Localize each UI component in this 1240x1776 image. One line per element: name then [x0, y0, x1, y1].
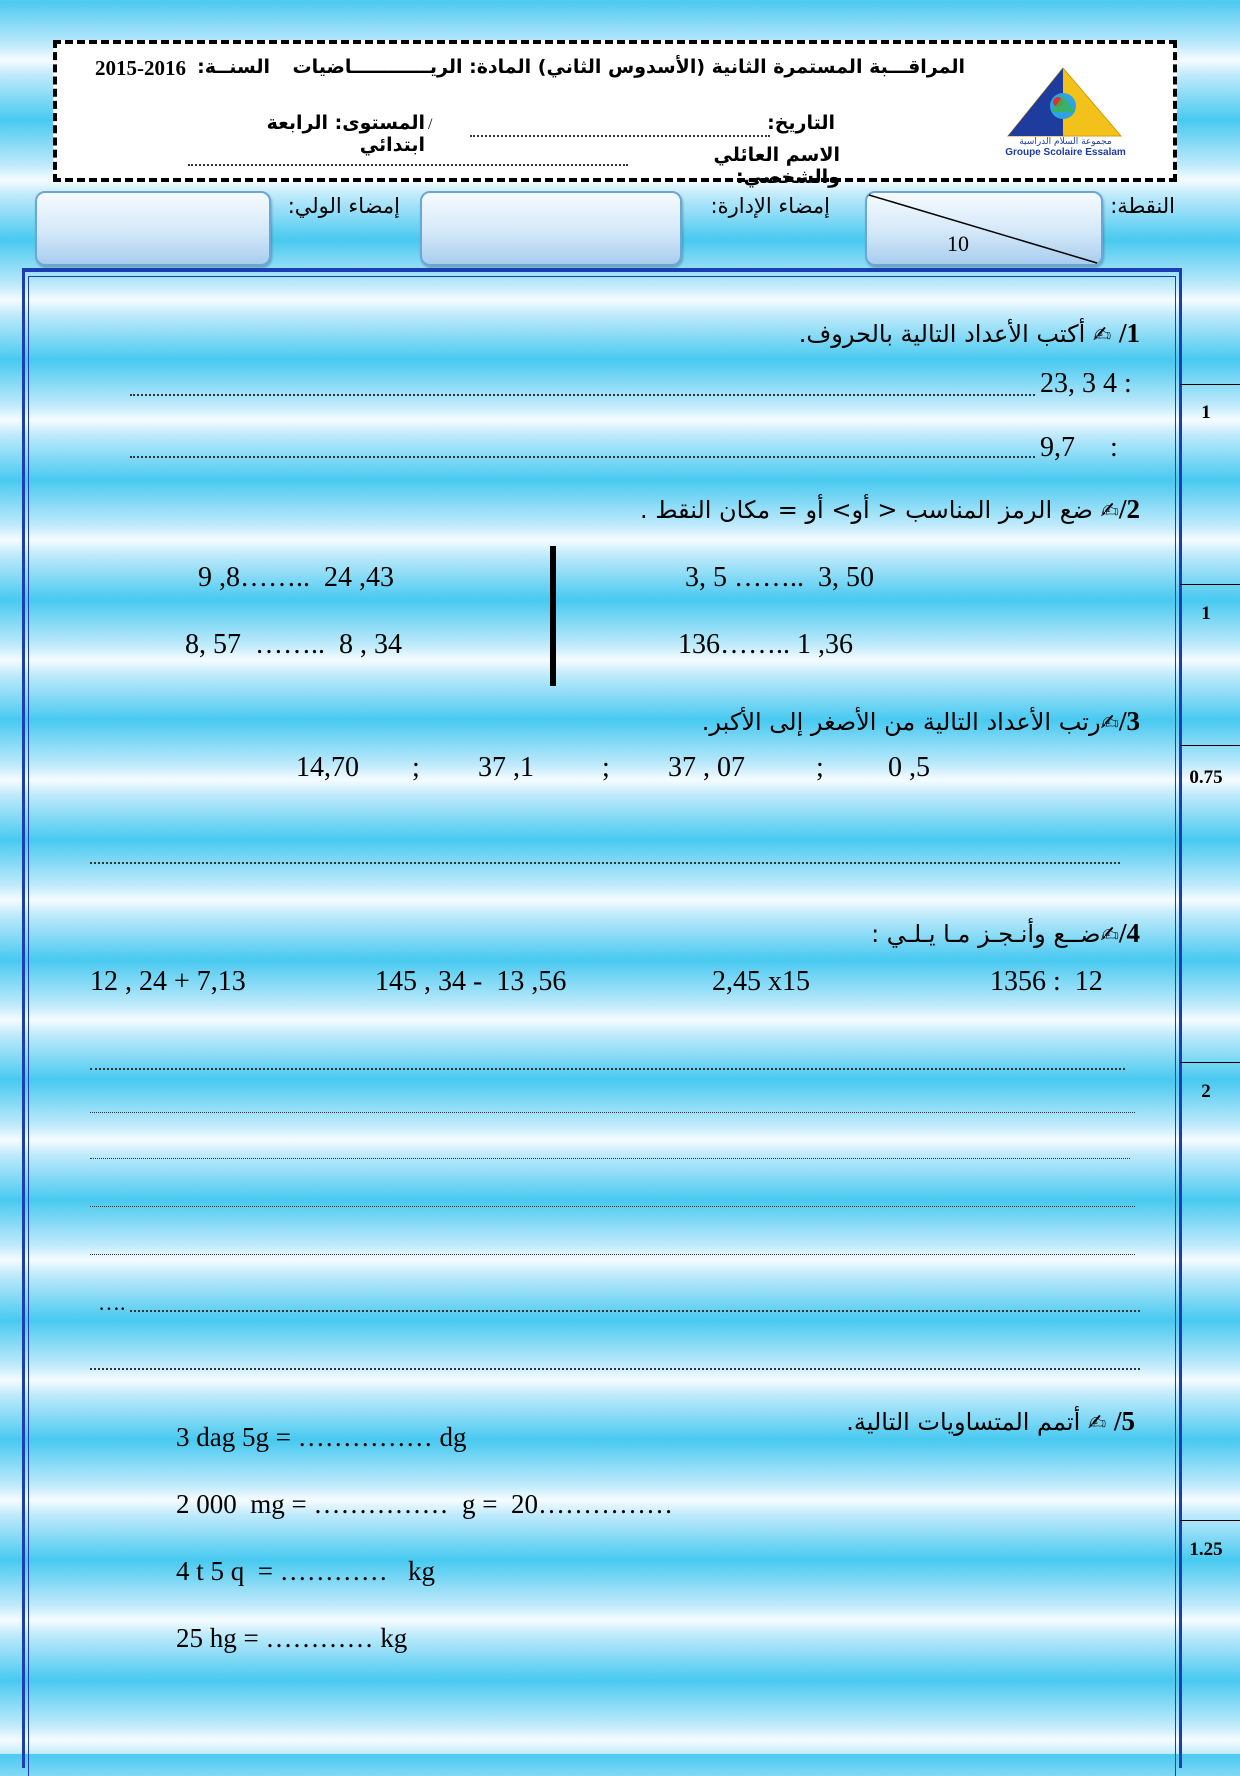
- q4-trailing-dots: ….: [98, 1290, 126, 1315]
- points-divider: [1180, 584, 1240, 585]
- q5-equality[interactable]: 4 t 5 q = ………… kg: [176, 1556, 435, 1586]
- q1-heading: [600, 318, 1140, 349]
- q3-separator: ;: [602, 752, 610, 783]
- level-separator: /: [428, 116, 433, 133]
- q2-number: 2/: [1118, 494, 1140, 524]
- q4-number: 4/: [1118, 918, 1140, 948]
- q5-number: 5/: [1113, 1406, 1135, 1436]
- admin-signature-label: إمضاء الإدارة:: [710, 194, 830, 218]
- q4-operation: 1356 : 12: [990, 966, 1103, 997]
- q1-instruction: أكتب الأعداد التالية بالحروف.: [798, 320, 1086, 348]
- parent-signature-label: إمضاء الولي:: [287, 194, 400, 218]
- q2-right-item[interactable]: 3, 5 …….. 3, 50: [685, 562, 874, 593]
- points-q5: 1.25: [1189, 1539, 1223, 1560]
- q5-equality[interactable]: 3 dag 5g = …………… dg: [176, 1422, 467, 1452]
- q1-item: 23, 3 4 :: [1040, 368, 1132, 399]
- q3-number: 3/: [1118, 706, 1140, 736]
- date-label: التاريخ:: [767, 112, 835, 134]
- writing-hand-icon: ✍: [1087, 1411, 1107, 1436]
- writing-hand-icon: ✍: [1092, 323, 1112, 348]
- q1-number: 1/: [1118, 318, 1140, 348]
- writing-hand-icon: ✍: [1100, 499, 1119, 524]
- q4-operation: 2,45 x15: [712, 966, 810, 997]
- admin-signature-box[interactable]: [420, 191, 682, 266]
- date-field[interactable]: [470, 135, 770, 137]
- q1-item: 9,7 :: [1040, 432, 1118, 463]
- q3-number-item: 14,70: [296, 752, 359, 783]
- q3-instruction: رتب الأعداد التالية من الأصغر إلى الأكبر.: [701, 708, 1101, 736]
- logo-text: Groupe Scolaire Essalam: [1005, 147, 1126, 158]
- points-divider: [1180, 384, 1240, 385]
- q3-separator: ;: [816, 752, 824, 783]
- q4-work-line[interactable]: [90, 1158, 1130, 1159]
- exam-title: المراقـــبة المستمرة الثانية (الأسدوس الثاني) المادة: الريــــــــــــاضيات: [292, 56, 965, 78]
- points-q2: 1: [1201, 603, 1211, 624]
- points-divider: [1180, 745, 1240, 746]
- year-value: 2015-2016: [95, 56, 186, 80]
- grade-label: النقطة:: [1110, 194, 1175, 218]
- grade-slash: [867, 193, 1105, 268]
- q3-answer-line[interactable]: [90, 862, 1120, 864]
- q5-heading: [600, 1406, 1135, 1437]
- q2-left-item[interactable]: 8, 57 …….. 8 , 34: [185, 629, 402, 660]
- q4-work-line[interactable]: [90, 1206, 1135, 1207]
- q5-instruction: أتمم المتساويات التالية.: [846, 1408, 1081, 1436]
- q3-number-item: 0 ,5: [888, 752, 930, 783]
- q3-heading: [600, 706, 1140, 737]
- points-q3: 0.75: [1189, 767, 1223, 788]
- q4-instruction: ضــع وأنـجـز مـا يـلـي :: [871, 920, 1101, 948]
- q2-left-item[interactable]: 9 ,8…….. 24 ,43: [198, 562, 394, 593]
- q4-heading: [600, 918, 1140, 949]
- q2-right-item[interactable]: 136…….. 1 ,36: [678, 629, 853, 660]
- logo-text-ar: مجموعة السلام الدراسية: [1019, 137, 1112, 147]
- q3-number-item: 37 , 07: [668, 752, 745, 783]
- points-divider: [1180, 1520, 1240, 1521]
- year-label: السنــة:: [197, 56, 270, 78]
- q4-operation: 145 , 34 - 13 ,56: [375, 966, 567, 997]
- writing-hand-icon: ✍: [1100, 711, 1119, 736]
- q4-work-line[interactable]: [90, 1254, 1135, 1255]
- q2-instruction: ضع الرمز المناسب < أو> أو = مكان النقط .: [640, 496, 1093, 524]
- q4-work-line[interactable]: [90, 1368, 1140, 1370]
- grade-denominator: 10: [947, 231, 969, 256]
- points-divider: [1180, 1062, 1240, 1063]
- q4-work-line[interactable]: [130, 1310, 1140, 1312]
- parent-signature-box[interactable]: [35, 191, 271, 266]
- q1-answer-line[interactable]: [130, 456, 1035, 458]
- name-field[interactable]: [188, 164, 628, 166]
- q3-separator: ;: [412, 752, 420, 783]
- q2-divider: [550, 546, 556, 686]
- q3-number-item: 37 ,1: [478, 752, 534, 783]
- q2-heading: [600, 494, 1140, 525]
- q4-operation: 12 , 24 + 7,13: [90, 966, 246, 997]
- points-q1: 1: [1201, 402, 1211, 423]
- level-label: المستوى: الرابعة ابتدائي: [266, 112, 425, 156]
- q4-work-line[interactable]: [90, 1068, 1125, 1070]
- q4-work-line[interactable]: [90, 1112, 1135, 1113]
- q5-equality[interactable]: 2 000 mg = …………… g = 20……………: [176, 1489, 673, 1519]
- grade-box[interactable]: [865, 191, 1103, 266]
- points-q4: 2: [1201, 1081, 1211, 1102]
- writing-hand-icon: ✍: [1100, 923, 1119, 948]
- q5-equality[interactable]: 25 hg = ………… kg: [176, 1623, 408, 1653]
- q1-answer-line[interactable]: [130, 394, 1035, 396]
- name-label: الاسم العائلي والشخصي:: [713, 144, 840, 188]
